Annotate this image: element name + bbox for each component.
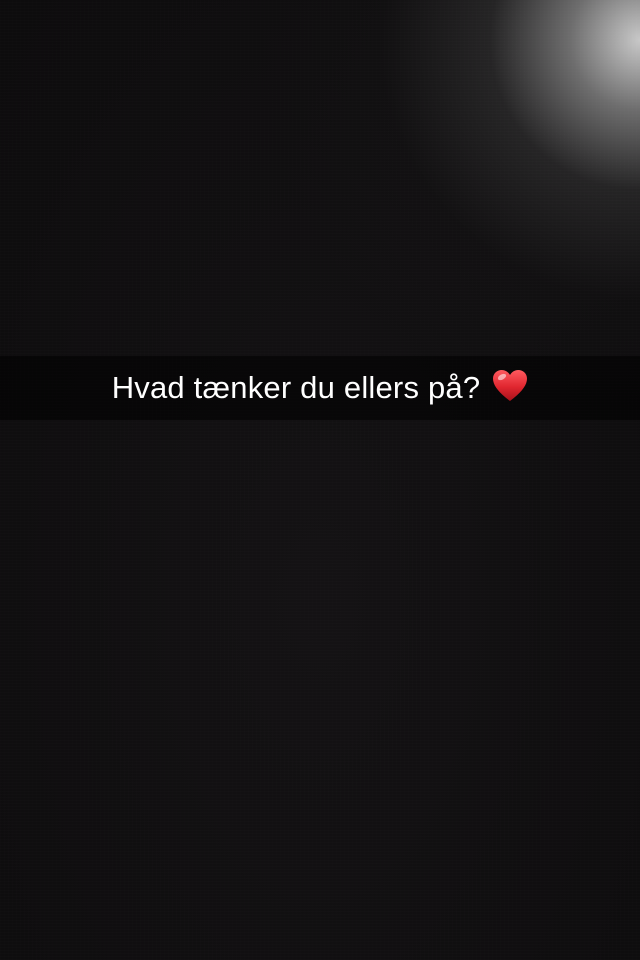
caption-bar[interactable]	[0, 356, 640, 420]
red-heart-icon	[492, 369, 528, 403]
caption-text: Hvad tænker du ellers på?	[111, 370, 481, 405]
